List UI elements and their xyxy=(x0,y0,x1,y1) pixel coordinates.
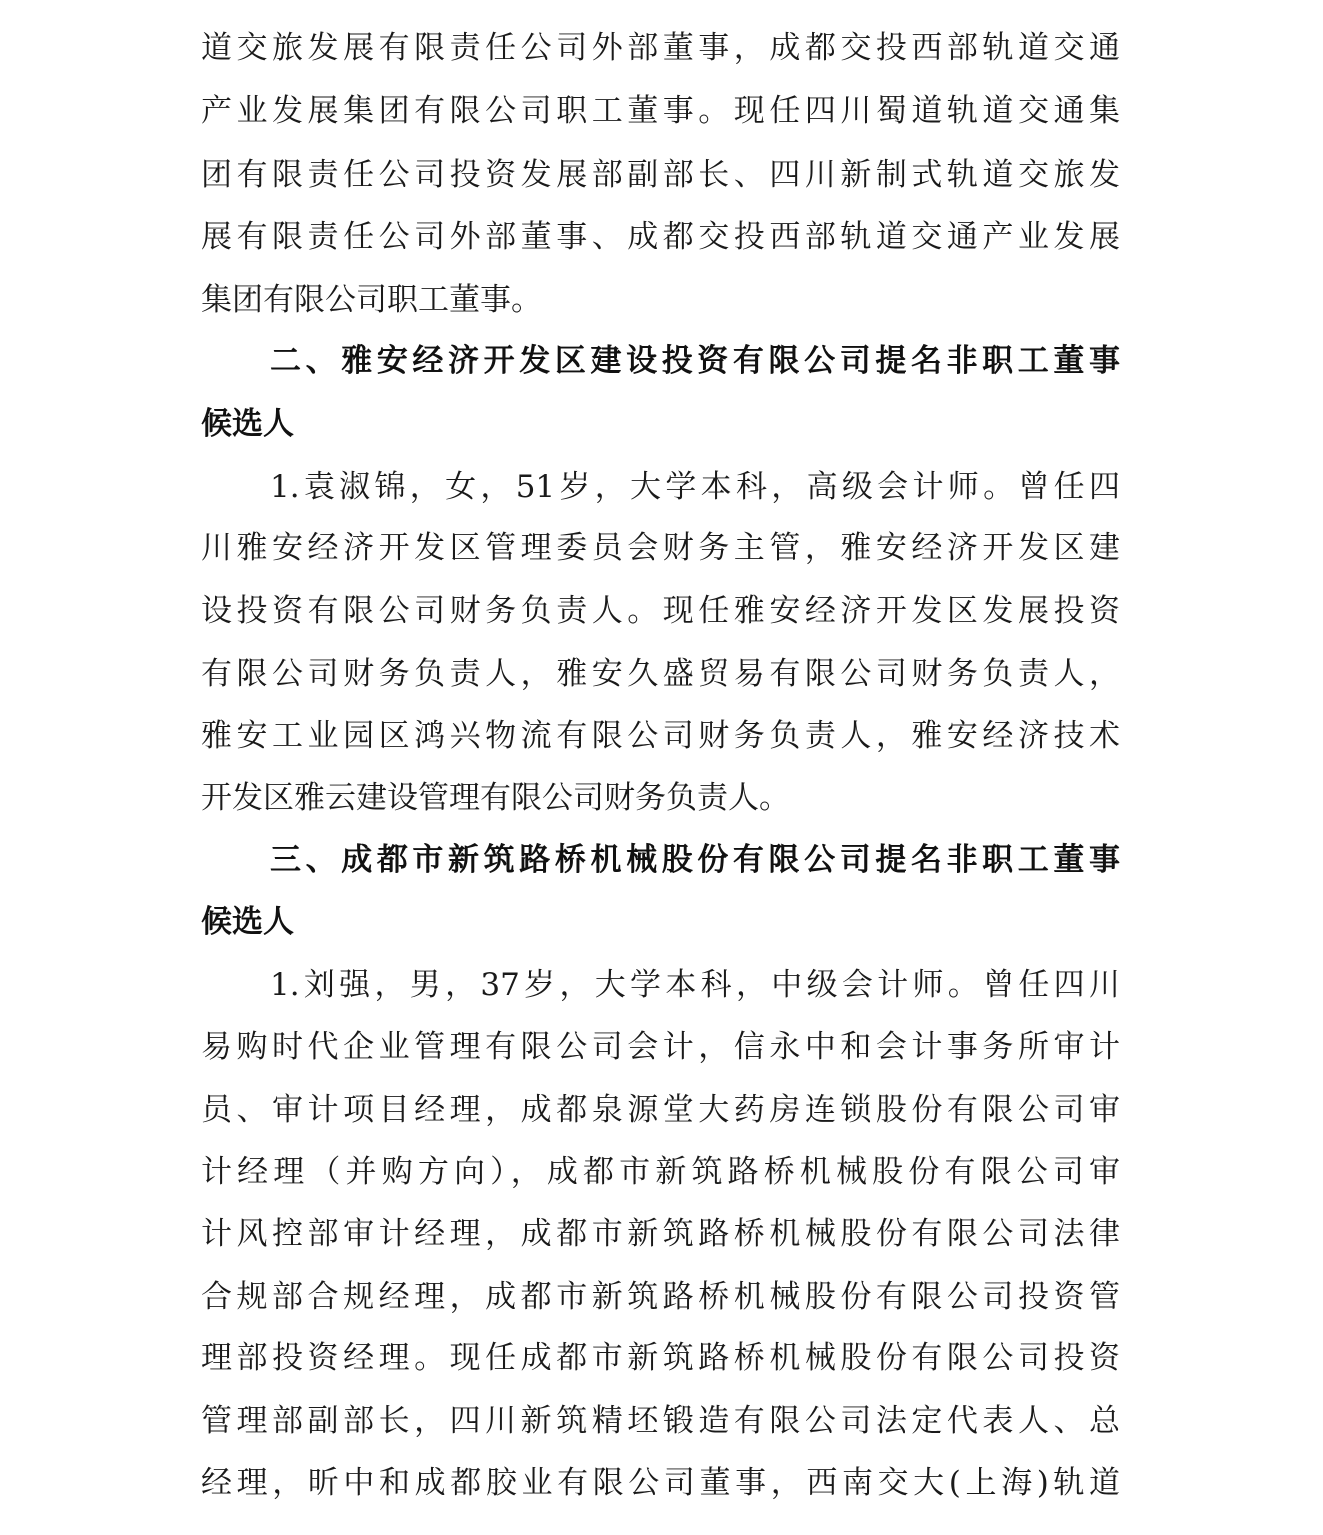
candidate-line: 理部投资经理。现任成都市新筑路桥机械股份有限公司投资 xyxy=(201,1340,1120,1376)
section-heading: 候选人 xyxy=(201,406,294,442)
candidate-line: 雅安工业园区鸿兴物流有限公司财务负责人，雅安经济技术 xyxy=(201,718,1120,754)
candidate-line: 开发区雅云建设管理有限公司财务负责人。 xyxy=(201,780,790,816)
paragraph-line: 产业发展集团有限公司职工董事。现任四川蜀道轨道交通集 xyxy=(201,93,1120,129)
candidate-line: 川雅安经济开发区管理委员会财务主管，雅安经济开发区建 xyxy=(201,530,1120,566)
section-heading: 二、雅安经济开发区建设投资有限公司提名非职工董事 xyxy=(270,343,1120,379)
candidate-line: 员、审计项目经理，成都泉源堂大药房连锁股份有限公司审 xyxy=(201,1092,1120,1128)
paragraph-line: 团有限责任公司投资发展部副部长、四川新制式轨道交旅发 xyxy=(201,157,1120,193)
candidate-line: 经理，昕中和成都胶业有限公司董事，西南交大(上海)轨道 xyxy=(201,1465,1120,1501)
candidate-line: 1.袁淑锦，女，51岁，大学本科，高级会计师。曾任四 xyxy=(270,469,1120,505)
candidate-line: 管理部副部长，四川新筑精坯锻造有限公司法定代表人、总 xyxy=(201,1403,1120,1439)
candidate-line: 有限公司财务负责人，雅安久盛贸易有限公司财务负责人， xyxy=(201,656,1120,692)
candidate-line: 计经理（并购方向），成都市新筑路桥机械股份有限公司审 xyxy=(201,1154,1120,1190)
candidate-line: 计风控部审计经理，成都市新筑路桥机械股份有限公司法律 xyxy=(201,1216,1120,1252)
section-heading: 候选人 xyxy=(201,904,294,940)
paragraph-line: 道交旅发展有限责任公司外部董事，成都交投西部轨道交通 xyxy=(201,30,1120,66)
paragraph-line: 展有限责任公司外部董事、成都交投西部轨道交通产业发展 xyxy=(201,219,1120,255)
candidate-line: 易购时代企业管理有限公司会计，信永中和会计事务所审计 xyxy=(201,1029,1120,1065)
candidate-line: 合规部合规经理，成都市新筑路桥机械股份有限公司投资管 xyxy=(201,1279,1120,1315)
candidate-line: 设投资有限公司财务负责人。现任雅安经济开发区发展投资 xyxy=(201,593,1120,629)
section-heading: 三、成都市新筑路桥机械股份有限公司提名非职工董事 xyxy=(270,842,1120,878)
candidate-line: 1.刘强，男，37岁，大学本科，中级会计师。曾任四川 xyxy=(270,967,1120,1003)
paragraph-line: 集团有限公司职工董事。 xyxy=(201,282,542,318)
